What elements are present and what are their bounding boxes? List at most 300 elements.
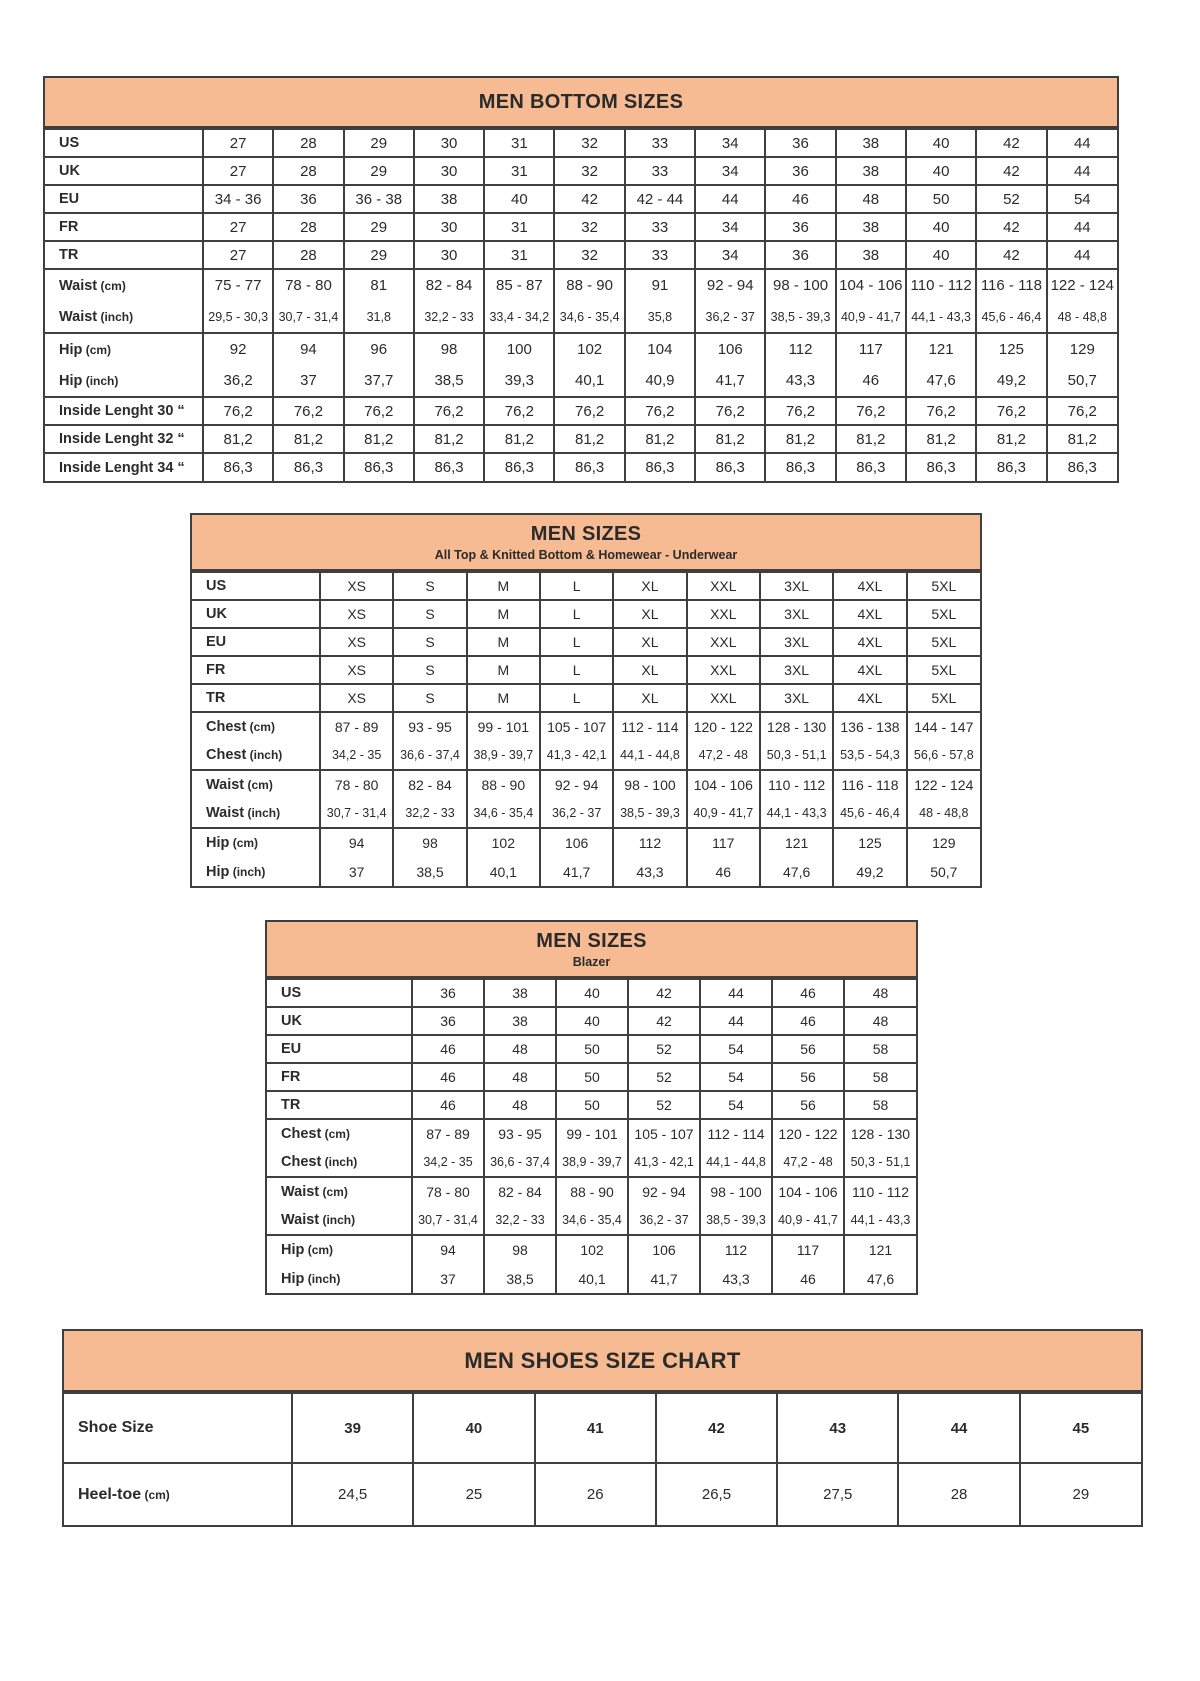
- table-row: [192, 741, 980, 770]
- men-bottom-sizes-table: [43, 76, 1119, 483]
- size-value-cell: 40,1: [556, 1264, 628, 1293]
- size-value-cell: 38,5: [484, 1264, 556, 1293]
- size-value-cell: 86,3: [203, 453, 273, 481]
- size-value-cell: 81,2: [484, 425, 554, 453]
- row-label: Hip (cm): [45, 333, 203, 365]
- row-label: TR: [45, 241, 203, 269]
- size-value-cell: 98: [414, 333, 484, 365]
- row-label: Hip (cm): [267, 1235, 412, 1264]
- size-value-cell: 32: [554, 129, 624, 157]
- row-label: Waist (cm): [45, 269, 203, 301]
- size-value-cell: 40,9 - 41,7: [836, 301, 906, 333]
- size-value-cell: 38,9 - 39,7: [467, 741, 540, 770]
- size-value-cell: 58: [844, 1063, 916, 1091]
- size-value-cell: 28: [898, 1463, 1019, 1525]
- size-value-cell: 40: [906, 157, 976, 185]
- size-value-cell: 3XL: [760, 572, 833, 600]
- men-shoes-grid: [64, 1392, 1141, 1525]
- men-bottom-sizes-grid: [45, 128, 1117, 481]
- size-value-cell: 104 - 106: [772, 1177, 844, 1206]
- size-value-cell: 47,6: [906, 365, 976, 397]
- row-label: Chest (inch): [206, 747, 283, 763]
- size-value-cell: 46: [412, 1063, 484, 1091]
- size-value-cell: 78 - 80: [320, 770, 393, 799]
- size-value-cell: 42: [656, 1393, 777, 1463]
- size-value-cell: 32,2 - 33: [393, 799, 466, 828]
- size-value-cell: 42: [976, 129, 1046, 157]
- size-value-cell: 82 - 84: [484, 1177, 556, 1206]
- size-value-cell: 28: [273, 157, 343, 185]
- row-label: UK: [45, 157, 203, 185]
- size-value-cell: 54: [700, 1091, 772, 1119]
- row-label: Waist (inch): [59, 308, 134, 325]
- size-value-cell: 46: [412, 1035, 484, 1063]
- row-label: TR: [192, 684, 320, 712]
- size-value-cell: 102: [556, 1235, 628, 1264]
- size-value-cell: 98 - 100: [613, 770, 686, 799]
- size-value-cell: 78 - 80: [412, 1177, 484, 1206]
- size-value-cell: 76,2: [273, 397, 343, 425]
- size-value-cell: 34: [695, 129, 765, 157]
- row-label: Waist (cm): [192, 770, 320, 799]
- size-value-cell: 56,6 - 57,8: [907, 741, 980, 770]
- size-value-cell: 44: [695, 185, 765, 213]
- size-value-cell: 42: [976, 241, 1046, 269]
- size-value-cell: 88 - 90: [556, 1177, 628, 1206]
- size-value-cell: 38: [836, 241, 906, 269]
- men-sizes-blazer-table: [265, 920, 918, 1295]
- size-value-cell: 40,9 - 41,7: [687, 799, 760, 828]
- size-value-cell: 38,5: [414, 365, 484, 397]
- table-row: [192, 684, 980, 712]
- size-value-cell: 32,2 - 33: [414, 301, 484, 333]
- size-value-cell: 129: [907, 828, 980, 857]
- size-value-cell: 33: [625, 129, 695, 157]
- size-value-cell: 121: [844, 1235, 916, 1264]
- size-value-cell: 112: [700, 1235, 772, 1264]
- size-value-cell: 92 - 94: [628, 1177, 700, 1206]
- table-row: [64, 1393, 1141, 1463]
- size-value-cell: 112: [765, 333, 835, 365]
- row-label: FR: [192, 656, 320, 684]
- size-value-cell: 104 - 106: [687, 770, 760, 799]
- table-row: [192, 828, 980, 857]
- size-value-cell: 34: [695, 157, 765, 185]
- row-label: EU: [45, 185, 203, 213]
- size-value-cell: 40: [556, 1007, 628, 1035]
- size-value-cell: 86,3: [976, 453, 1046, 481]
- size-value-cell: 38: [836, 129, 906, 157]
- size-value-cell: 117: [772, 1235, 844, 1264]
- row-label: EU: [267, 1035, 412, 1063]
- size-value-cell: 50: [556, 1035, 628, 1063]
- size-value-cell: 76,2: [765, 397, 835, 425]
- size-value-cell: 88 - 90: [467, 770, 540, 799]
- size-value-cell: 81,2: [414, 425, 484, 453]
- table-row: [45, 129, 1117, 157]
- size-value-cell: 106: [540, 828, 613, 857]
- size-value-cell: 36,6 - 37,4: [393, 741, 466, 770]
- size-value-cell: M: [467, 572, 540, 600]
- size-value-cell: 82 - 84: [414, 269, 484, 301]
- size-value-cell: 98: [484, 1235, 556, 1264]
- size-value-cell: 36,2 - 37: [628, 1206, 700, 1235]
- table-subtitle: All Top & Knitted Bottom & Homewear - Underwear: [434, 548, 738, 562]
- size-value-cell: 50: [906, 185, 976, 213]
- size-value-cell: 48: [484, 1091, 556, 1119]
- size-value-cell: 27,5: [777, 1463, 898, 1525]
- table-row: [45, 213, 1117, 241]
- size-value-cell: 4XL: [833, 656, 906, 684]
- size-value-cell: 44: [1047, 213, 1117, 241]
- size-value-cell: 110 - 112: [760, 770, 833, 799]
- size-value-cell: XS: [320, 684, 393, 712]
- size-value-cell: 81,2: [976, 425, 1046, 453]
- size-value-cell: 52: [628, 1063, 700, 1091]
- size-value-cell: 36: [412, 979, 484, 1007]
- table-row: [267, 1235, 916, 1264]
- size-value-cell: 92: [203, 333, 273, 365]
- size-value-cell: 4XL: [833, 684, 906, 712]
- size-value-cell: 36,2 - 37: [695, 301, 765, 333]
- table-row: [45, 269, 1117, 301]
- size-value-cell: 34,6 - 35,4: [467, 799, 540, 828]
- size-value-cell: 110 - 112: [906, 269, 976, 301]
- size-value-cell: 81,2: [625, 425, 695, 453]
- size-value-cell: 47,2 - 48: [687, 741, 760, 770]
- size-value-cell: 52: [628, 1091, 700, 1119]
- size-value-cell: 43,3: [613, 857, 686, 886]
- size-value-cell: 5XL: [907, 600, 980, 628]
- size-value-cell: XL: [613, 656, 686, 684]
- size-value-cell: 37: [273, 365, 343, 397]
- size-value-cell: 5XL: [907, 628, 980, 656]
- size-value-cell: S: [393, 572, 466, 600]
- size-value-cell: 41,3 - 42,1: [540, 741, 613, 770]
- size-value-cell: 28: [273, 213, 343, 241]
- size-value-cell: 36: [765, 241, 835, 269]
- size-value-cell: M: [467, 600, 540, 628]
- table-row: [45, 333, 1117, 365]
- men-sizes-tops-title-band: [192, 515, 980, 571]
- size-value-cell: 52: [976, 185, 1046, 213]
- size-value-cell: 42: [628, 979, 700, 1007]
- size-value-cell: S: [393, 684, 466, 712]
- size-value-cell: 81,2: [344, 425, 414, 453]
- size-value-cell: 94: [273, 333, 343, 365]
- row-label: Hip (inch): [59, 372, 119, 389]
- size-value-cell: 86,3: [273, 453, 343, 481]
- size-value-cell: 44,1 - 44,8: [613, 741, 686, 770]
- size-value-cell: 38: [484, 1007, 556, 1035]
- size-value-cell: 81,2: [203, 425, 273, 453]
- size-value-cell: XXL: [687, 600, 760, 628]
- row-label: US: [45, 129, 203, 157]
- size-value-cell: 41,7: [695, 365, 765, 397]
- size-value-cell: 33,4 - 34,2: [484, 301, 554, 333]
- size-value-cell: 41: [535, 1393, 656, 1463]
- size-value-cell: 36,2 - 37: [540, 799, 613, 828]
- table-row: [267, 1091, 916, 1119]
- size-value-cell: XXL: [687, 656, 760, 684]
- size-value-cell: 94: [412, 1235, 484, 1264]
- size-value-cell: 34,6 - 35,4: [556, 1206, 628, 1235]
- size-value-cell: 34,6 - 35,4: [554, 301, 624, 333]
- size-value-cell: 30,7 - 31,4: [273, 301, 343, 333]
- size-value-cell: 4XL: [833, 600, 906, 628]
- table-row: [192, 656, 980, 684]
- size-value-cell: 5XL: [907, 656, 980, 684]
- size-value-cell: 29: [344, 157, 414, 185]
- row-label: FR: [45, 213, 203, 241]
- size-value-cell: 116 - 118: [976, 269, 1046, 301]
- size-value-cell: 58: [844, 1035, 916, 1063]
- row-label: Inside Lenght 32 “: [45, 425, 203, 453]
- size-value-cell: 38,5: [393, 857, 466, 886]
- size-value-cell: 38,5 - 39,3: [700, 1206, 772, 1235]
- size-value-cell: M: [467, 656, 540, 684]
- size-value-cell: 52: [628, 1035, 700, 1063]
- size-value-cell: 27: [203, 241, 273, 269]
- size-value-cell: 40,1: [554, 365, 624, 397]
- size-value-cell: 144 - 147: [907, 712, 980, 741]
- size-value-cell: 44: [1047, 129, 1117, 157]
- size-value-cell: 36 - 38: [344, 185, 414, 213]
- size-value-cell: 38: [484, 979, 556, 1007]
- table-row: [267, 1148, 916, 1177]
- size-value-cell: 82 - 84: [393, 770, 466, 799]
- size-value-cell: 87 - 89: [412, 1119, 484, 1148]
- size-value-cell: 39: [292, 1393, 413, 1463]
- size-value-cell: 76,2: [976, 397, 1046, 425]
- table-row: [45, 365, 1117, 397]
- size-value-cell: XL: [613, 628, 686, 656]
- size-value-cell: 78 - 80: [273, 269, 343, 301]
- table-row: [267, 1119, 916, 1148]
- size-value-cell: 98: [393, 828, 466, 857]
- size-value-cell: 32: [554, 213, 624, 241]
- size-value-cell: 104: [625, 333, 695, 365]
- size-value-cell: 45,6 - 46,4: [833, 799, 906, 828]
- size-value-cell: 34,2 - 35: [412, 1148, 484, 1177]
- size-value-cell: 128 - 130: [844, 1119, 916, 1148]
- table-row: [45, 425, 1117, 453]
- size-value-cell: 86,3: [625, 453, 695, 481]
- size-value-cell: 91: [625, 269, 695, 301]
- size-value-cell: 44,1 - 43,3: [844, 1206, 916, 1235]
- size-value-cell: 36: [412, 1007, 484, 1035]
- size-value-cell: 81,2: [695, 425, 765, 453]
- size-value-cell: 86,3: [414, 453, 484, 481]
- size-value-cell: 120 - 122: [772, 1119, 844, 1148]
- size-value-cell: 86,3: [1047, 453, 1117, 481]
- size-value-cell: 117: [687, 828, 760, 857]
- size-value-cell: 29: [344, 213, 414, 241]
- row-label: Waist (inch): [206, 805, 281, 821]
- row-label: Shoe Size: [64, 1393, 292, 1463]
- size-value-cell: 98 - 100: [765, 269, 835, 301]
- size-value-cell: 50,7: [907, 857, 980, 886]
- size-value-cell: 76,2: [695, 397, 765, 425]
- size-value-cell: 50: [556, 1091, 628, 1119]
- size-value-cell: 42 - 44: [625, 185, 695, 213]
- table-row: [192, 572, 980, 600]
- size-value-cell: 50,7: [1047, 365, 1117, 397]
- size-value-cell: 28: [273, 241, 343, 269]
- size-value-cell: 44: [898, 1393, 1019, 1463]
- size-value-cell: 40: [906, 129, 976, 157]
- size-value-cell: 5XL: [907, 572, 980, 600]
- size-value-cell: 38: [414, 185, 484, 213]
- table-row: [192, 712, 980, 741]
- size-value-cell: 81: [344, 269, 414, 301]
- size-value-cell: 38: [836, 213, 906, 241]
- size-value-cell: 3XL: [760, 628, 833, 656]
- table-row: [267, 1206, 916, 1235]
- size-value-cell: 87 - 89: [320, 712, 393, 741]
- table-title: MEN SIZES: [536, 930, 647, 952]
- size-value-cell: S: [393, 656, 466, 684]
- row-label: Heel-toe (cm): [64, 1463, 292, 1525]
- size-value-cell: 104 - 106: [836, 269, 906, 301]
- row-label: Waist (inch): [281, 1212, 356, 1228]
- size-value-cell: 30,7 - 31,4: [412, 1206, 484, 1235]
- size-value-cell: 54: [1047, 185, 1117, 213]
- men-shoes-title-band: [64, 1331, 1141, 1392]
- size-value-cell: 56: [772, 1091, 844, 1119]
- table-row: [192, 628, 980, 656]
- size-value-cell: 37,7: [344, 365, 414, 397]
- size-value-cell: 76,2: [906, 397, 976, 425]
- size-value-cell: 112: [613, 828, 686, 857]
- size-value-cell: L: [540, 600, 613, 628]
- size-value-cell: 46: [412, 1091, 484, 1119]
- size-value-cell: 40: [556, 979, 628, 1007]
- row-label: Hip (inch): [206, 863, 266, 880]
- table-row: [45, 185, 1117, 213]
- men-sizes-tops-grid: [192, 571, 980, 886]
- size-value-cell: 45,6 - 46,4: [976, 301, 1046, 333]
- size-value-cell: 32: [554, 157, 624, 185]
- size-value-cell: 92 - 94: [540, 770, 613, 799]
- size-value-cell: 48: [844, 979, 916, 1007]
- table-row: [267, 1007, 916, 1035]
- size-value-cell: 112 - 114: [613, 712, 686, 741]
- size-value-cell: 56: [772, 1035, 844, 1063]
- size-value-cell: 102: [467, 828, 540, 857]
- size-value-cell: 31: [484, 129, 554, 157]
- size-value-cell: 38: [836, 157, 906, 185]
- size-value-cell: XS: [320, 572, 393, 600]
- size-value-cell: 29,5 - 30,3: [203, 301, 273, 333]
- size-value-cell: 4XL: [833, 628, 906, 656]
- size-value-cell: 81,2: [273, 425, 343, 453]
- row-label: TR: [267, 1091, 412, 1119]
- size-value-cell: 99 - 101: [467, 712, 540, 741]
- size-value-cell: 81,2: [906, 425, 976, 453]
- table-title: MEN SIZES: [530, 523, 642, 545]
- size-value-cell: 48 - 48,8: [1047, 301, 1117, 333]
- size-value-cell: 30: [414, 157, 484, 185]
- size-value-cell: 41,3 - 42,1: [628, 1148, 700, 1177]
- size-value-cell: 32,2 - 33: [484, 1206, 556, 1235]
- size-value-cell: 86,3: [765, 453, 835, 481]
- size-value-cell: 76,2: [203, 397, 273, 425]
- size-value-cell: 30: [414, 213, 484, 241]
- size-value-cell: 36: [765, 129, 835, 157]
- size-value-cell: 44: [700, 1007, 772, 1035]
- row-label: US: [267, 979, 412, 1007]
- size-value-cell: 38,9 - 39,7: [556, 1148, 628, 1177]
- size-value-cell: 37: [412, 1264, 484, 1293]
- size-value-cell: 29: [344, 241, 414, 269]
- size-value-cell: 26: [535, 1463, 656, 1525]
- size-value-cell: 98 - 100: [700, 1177, 772, 1206]
- size-value-cell: 125: [976, 333, 1046, 365]
- size-value-cell: 40: [906, 241, 976, 269]
- size-value-cell: 46: [765, 185, 835, 213]
- size-value-cell: 40,9: [625, 365, 695, 397]
- size-value-cell: 48: [844, 1007, 916, 1035]
- size-value-cell: 48: [836, 185, 906, 213]
- size-value-cell: 81,2: [1047, 425, 1117, 453]
- table-row: [267, 1063, 916, 1091]
- size-value-cell: 27: [203, 157, 273, 185]
- size-value-cell: 50: [556, 1063, 628, 1091]
- size-value-cell: XL: [613, 684, 686, 712]
- size-value-cell: 85 - 87: [484, 269, 554, 301]
- size-value-cell: 47,6: [760, 857, 833, 886]
- size-value-cell: XS: [320, 600, 393, 628]
- size-value-cell: 40: [906, 213, 976, 241]
- size-value-cell: 81,2: [554, 425, 624, 453]
- size-value-cell: 39,3: [484, 365, 554, 397]
- size-value-cell: 41,7: [540, 857, 613, 886]
- size-value-cell: 46: [687, 857, 760, 886]
- size-value-cell: 30: [414, 241, 484, 269]
- size-value-cell: 31: [484, 241, 554, 269]
- row-label: EU: [192, 628, 320, 656]
- size-value-cell: 42: [976, 157, 1046, 185]
- size-value-cell: 76,2: [484, 397, 554, 425]
- size-value-cell: 86,3: [344, 453, 414, 481]
- row-label: Chest (inch): [281, 1154, 358, 1170]
- table-title: MEN SHOES SIZE CHART: [464, 1348, 741, 1373]
- size-value-cell: 27: [203, 213, 273, 241]
- size-value-cell: 3XL: [760, 656, 833, 684]
- size-value-cell: 33: [625, 241, 695, 269]
- size-value-cell: 36,6 - 37,4: [484, 1148, 556, 1177]
- size-value-cell: 36,2: [203, 365, 273, 397]
- size-value-cell: 54: [700, 1035, 772, 1063]
- table-row: [45, 397, 1117, 425]
- size-value-cell: 3XL: [760, 684, 833, 712]
- size-value-cell: 40,9 - 41,7: [772, 1206, 844, 1235]
- size-value-cell: S: [393, 628, 466, 656]
- size-value-cell: L: [540, 656, 613, 684]
- size-value-cell: 50,3 - 51,1: [760, 741, 833, 770]
- size-value-cell: 31: [484, 213, 554, 241]
- table-row: [267, 1177, 916, 1206]
- row-label: Chest (cm): [267, 1119, 412, 1148]
- size-value-cell: XS: [320, 656, 393, 684]
- size-value-cell: 121: [760, 828, 833, 857]
- size-value-cell: 48: [484, 1035, 556, 1063]
- size-value-cell: L: [540, 572, 613, 600]
- size-value-cell: 48: [484, 1063, 556, 1091]
- size-value-cell: 38,5 - 39,3: [765, 301, 835, 333]
- size-value-cell: 54: [700, 1063, 772, 1091]
